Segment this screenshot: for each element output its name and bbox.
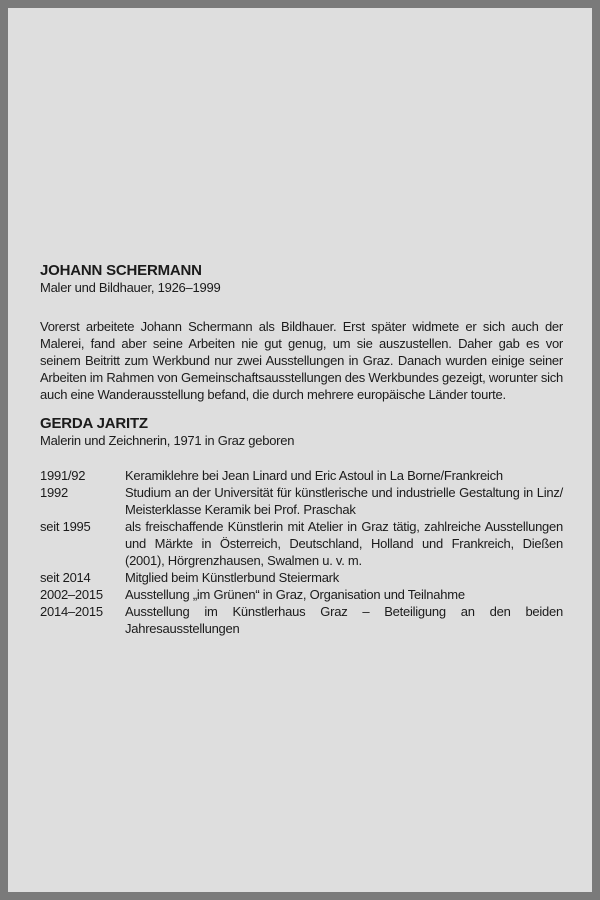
cv-row — [40, 569, 563, 586]
artist-section-schermann — [40, 262, 563, 403]
document-page — [8, 8, 592, 892]
artist-section-jaritz — [40, 415, 563, 637]
cv-description: Studium an der Universität für künstlerische und industrielle Gestaltung in Linz/ Meisterklasse Keramik bei Prof. Praschak — [125, 485, 563, 517]
cv-period: seit 1995 — [40, 519, 91, 534]
cv-description: Ausstellung im Künstlerhaus Graz – Beteiligung an den beiden Jahresausstellungen — [125, 604, 563, 636]
cv-description: Keramiklehre bei Jean Linard und Eric Astoul in La Borne/Frankreich — [125, 468, 503, 483]
cv-row — [40, 586, 563, 603]
cv-description: Mitglied beim Künstlerbund Steiermark — [125, 570, 340, 585]
artist-subtitle: Malerin und Zeichnerin, 1971 in Graz geboren — [40, 433, 295, 448]
cv-list — [40, 467, 563, 637]
artist-name: GERDA JARITZ — [40, 415, 148, 432]
artist-subtitle: Maler und Bildhauer, 1926–1999 — [40, 280, 221, 295]
cv-period: seit 2014 — [40, 570, 91, 585]
cv-row — [40, 518, 563, 569]
artist-bio: Vorerst arbeitete Johann Schermann als Bildhauer. Erst später widmete er sich auch der Malerei, fand aber seine Arbeiten nie gut genug, um sie auszustellen. Daher gab es vor seinem Beitritt zum Werkbund nur zwei Ausstellungen in Graz. Danach wurden einige seiner Arbeiten im Rahmen von Gemeinschaftsausstellungen des Werkbundes gezeigt, worunter sich auch eine Wanderausstellung befand, die durch mehrere europäische Länder tourte. — [40, 319, 563, 402]
cv-row — [40, 467, 563, 484]
page-content — [40, 262, 563, 637]
cv-row — [40, 603, 563, 637]
cv-description: als freischaffende Künstlerin mit Atelier in Graz tätig, zahlreiche Ausstellungen und Märkte in Österreich, Deutschland, Holland und Frankreich, Dießen (2001), Hörgrenzhausen, Swalmen u. v. m. — [125, 519, 563, 568]
cv-period: 2002–2015 — [40, 587, 103, 602]
cv-period: 2014–2015 — [40, 604, 103, 619]
cv-period: 1991/92 — [40, 468, 86, 483]
cv-period: 1992 — [40, 485, 68, 500]
cv-row — [40, 484, 563, 518]
cv-description: Ausstellung „im Grünen“ in Graz, Organisation und Teilnahme — [125, 587, 465, 602]
artist-name: JOHANN SCHERMANN — [40, 262, 202, 279]
